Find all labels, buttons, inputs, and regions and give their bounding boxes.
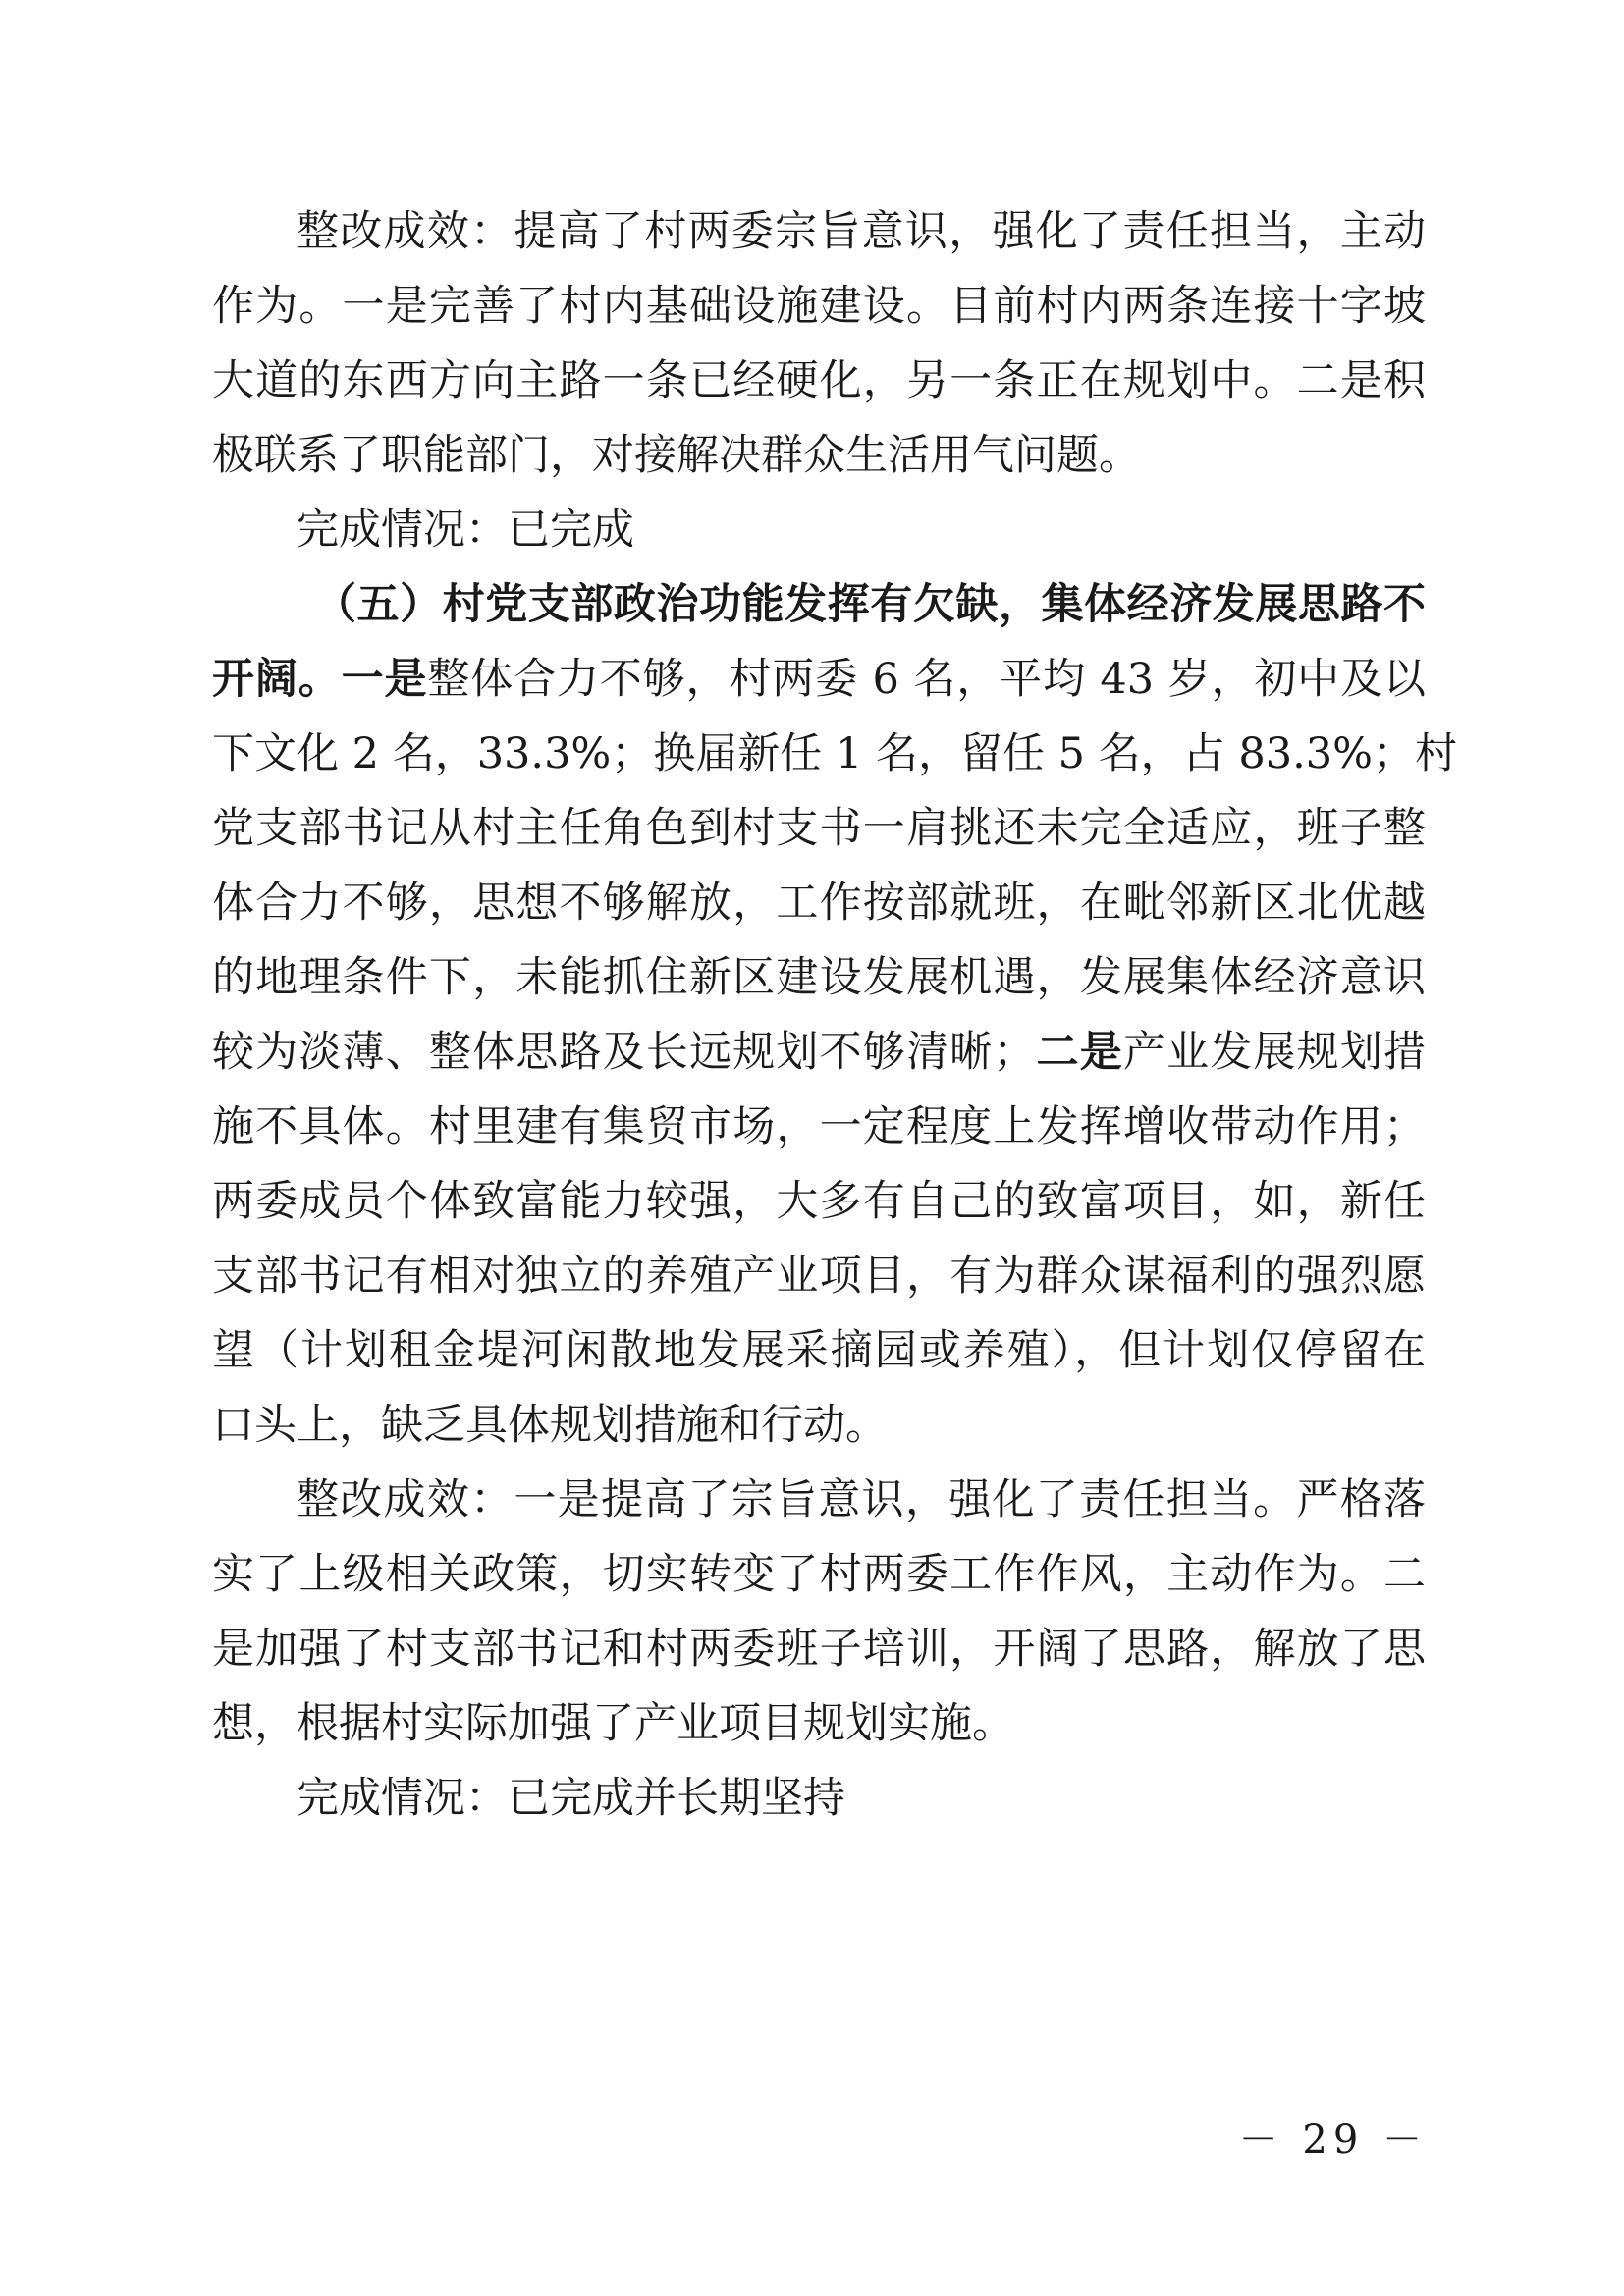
status-line: 完成情况：已完成 — [297, 506, 634, 555]
text-line: 党支部书记从村主任角色到村支书一肩挑还未完全适应，班子整 — [212, 804, 1426, 853]
text-line: 整改成效：提高了村两委宗旨意识，强化了责任担当，主动 — [297, 207, 1426, 256]
text-line: 下文化 2 名，33.3%；换届新任 1 名，留任 5 名，占 83.3%；村 — [212, 729, 1457, 778]
text-line: 的地理条件下，未能抓住新区建设发展机遇，发展集体经济意识 — [212, 953, 1426, 1002]
text-line: 实了上级相关政策，切实转变了村两委工作作风，主动作为。二 — [212, 1550, 1426, 1599]
text-line: 较为淡薄、整体思路及长远规划不够清晰；二是产业发展规划措 — [212, 1028, 1427, 1077]
text-line: 整改成效：一是提高了宗旨意识，强化了责任担当。严格落 — [297, 1475, 1426, 1524]
section-heading: （五）村党支部政治功能发挥有欠缺，集体经济发展思路不 — [314, 580, 1426, 629]
text-line: 作为。一是完善了村内基础设施建设。目前村内两条连接十字坡 — [212, 282, 1426, 331]
text-line: 两委成员个体致富能力较强，大多有自己的致富项目，如，新任 — [212, 1177, 1426, 1226]
text-line: 想，根据村实际加强了产业项目规划实施。 — [212, 1699, 1014, 1748]
text-line: 支部书记有相对独立的养殖产业项目，有为群众谋福利的强烈愿 — [212, 1252, 1426, 1301]
text-line: 施不具体。村里建有集贸市场，一定程度上发挥增收带动作用； — [212, 1102, 1426, 1151]
text-line: 是加强了村支部书记和村两委班子培训，开阔了思路，解放了思 — [212, 1625, 1426, 1674]
page-number: － 29 － — [1238, 2117, 1428, 2163]
text-line: 体合力不够，思想不够解放，工作按部就班，在毗邻新区北优越 — [212, 879, 1426, 928]
text-line: 开阔。一是整体合力不够，村两委 6 名，平均 43 岁，初中及以 — [212, 655, 1427, 704]
text-line: 望（计划租金堤河闲散地发展采摘园或养殖），但计划仅停留在 — [212, 1326, 1426, 1375]
text-line: 口头上，缺乏具体规划措施和行动。 — [212, 1401, 888, 1450]
text-line: 大道的东西方向主路一条已经硬化，另一条正在规划中。二是积 — [212, 356, 1426, 405]
status-line: 完成情况：已完成并长期坚持 — [297, 1774, 845, 1823]
text-line: 极联系了职能部门，对接解决群众生活用气问题。 — [212, 431, 1141, 480]
